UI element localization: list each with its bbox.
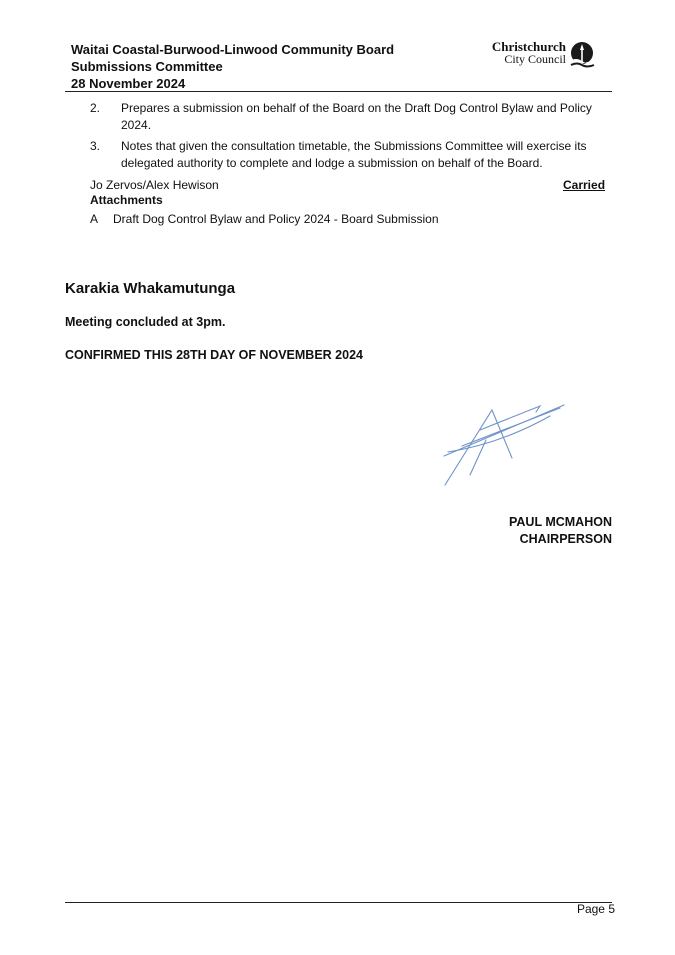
logo-line-2: City Council xyxy=(504,52,566,66)
board-name: Waitai Coastal-Burwood-Linwood Community Board xyxy=(71,42,395,57)
attachments-heading: Attachments xyxy=(90,193,163,207)
resolution-text: Prepares a submission on behalf of the Board on the Draft Dog Control Bylaw and Policy 2024. xyxy=(121,101,592,132)
cathedral-icon xyxy=(568,41,598,69)
document-header xyxy=(71,41,394,92)
council-logo xyxy=(482,41,602,71)
confirmation-statement: CONFIRMED THIS 28TH DAY OF NOVEMBER 2024 xyxy=(65,348,363,362)
motion-movers: Jo Zervos/Alex Hewison xyxy=(90,178,219,192)
meeting-concluded: Meeting concluded at 3pm. xyxy=(65,315,226,329)
meeting-date: 28 November 2024 xyxy=(71,76,186,91)
resolution-number: 3. xyxy=(90,139,101,153)
attachment-letter: A xyxy=(90,212,99,226)
header-rule xyxy=(65,91,612,92)
attachment-title[interactable]: Draft Dog Control Bylaw and Policy 2024 - Board Submission xyxy=(113,212,439,226)
resolution-text: Notes that given the consultation timetable, the Submissions Committee will exercise its delegated authority to complete and lodge a submission on behalf of the Board. xyxy=(121,139,587,170)
logo-line-1: Christchurch xyxy=(491,39,566,54)
signatory-name: PAUL MCMAHON xyxy=(508,515,612,529)
section-heading: Karakia Whakamutunga xyxy=(65,280,236,297)
signature xyxy=(440,400,570,490)
motion-result: Carried xyxy=(563,178,606,192)
page-number: Page 5 xyxy=(576,902,615,916)
committee-name: Submissions Committee xyxy=(71,59,223,74)
resolution-number: 2. xyxy=(90,101,101,115)
signatory-role: CHAIRPERSON xyxy=(519,532,612,546)
